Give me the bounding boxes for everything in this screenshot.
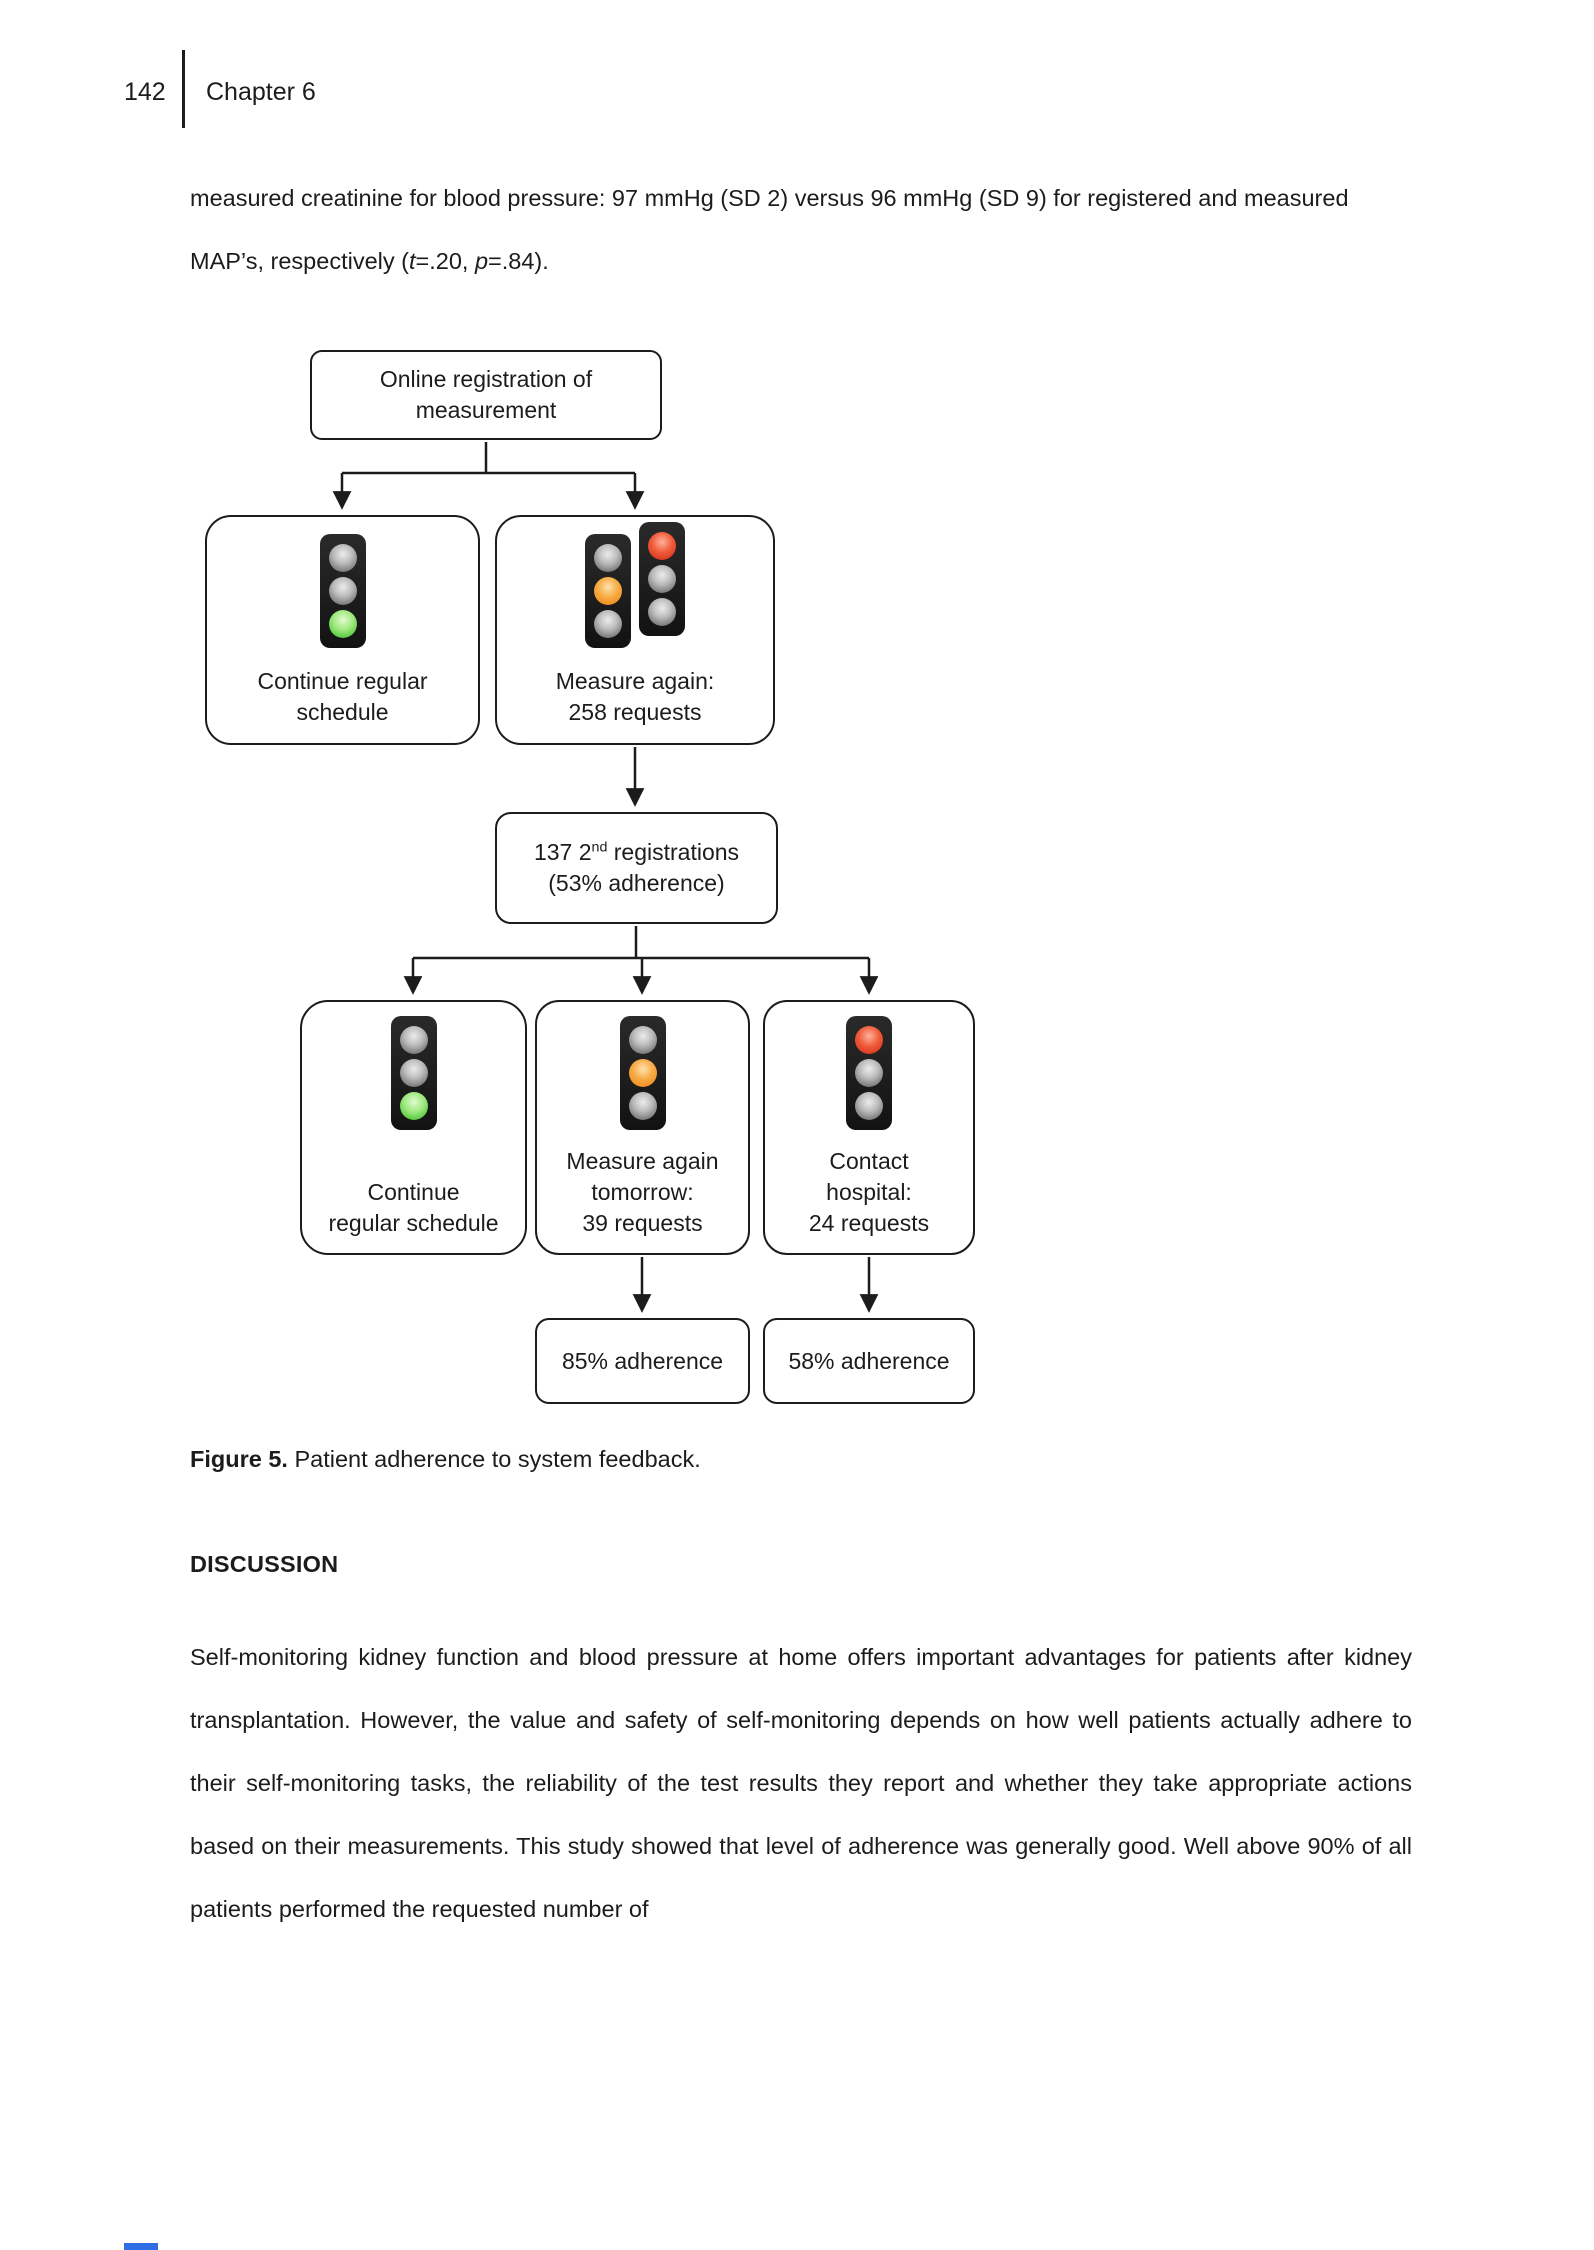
- bulb-red-off: [629, 1026, 657, 1054]
- figure-caption-text: Patient adherence to system feedback.: [287, 1446, 701, 1472]
- measure-again-line2: 258 requests: [568, 699, 702, 725]
- traffic-light-orange-icon: [585, 534, 631, 648]
- measure2-line2: tomorrow:: [591, 1179, 694, 1205]
- traffic-lights-pair: [585, 534, 685, 648]
- stat-p-symbol: p: [474, 248, 489, 274]
- bulb-orange-lit: [594, 577, 622, 605]
- bulb-orange-off: [648, 565, 676, 593]
- bulb-red-lit: [648, 532, 676, 560]
- traffic-light-green-icon: [320, 534, 366, 648]
- bulb-red-lit: [855, 1026, 883, 1054]
- node-measure-again-1: [495, 515, 775, 745]
- node-continue-regular-1-label: Continue regular schedule: [257, 668, 428, 725]
- node-85-adherence: [535, 1318, 750, 1404]
- continue2-line1: Continue: [367, 1179, 460, 1205]
- intro-paragraph: [190, 167, 1412, 293]
- bulb-orange-off: [329, 577, 357, 605]
- traffic-light-orange-icon: [620, 1016, 666, 1130]
- node-continue-regular-2: [300, 1000, 527, 1255]
- node-online-registration: [310, 350, 662, 440]
- node-85-adherence-label: 85% adherence: [561, 1347, 724, 1374]
- measure2-line3: 39 requests: [582, 1210, 703, 1236]
- contact-line2: hospital:: [826, 1179, 912, 1205]
- contact-line3: 24 requests: [808, 1210, 930, 1236]
- registrations-line1: [534, 837, 739, 868]
- bulb-green-lit: [400, 1092, 428, 1120]
- bulb-red-off: [329, 544, 357, 572]
- node-measure-again-tomorrow: [535, 1000, 750, 1255]
- traffic-light-red-icon: [846, 1016, 892, 1130]
- bulb-green-off: [594, 610, 622, 638]
- intro-text-1: measured creatinine for blood pressure: 97 mmHg (SD 2) versus 96 mmHg (SD 9) for registered and measured MAP’s, respectively (: [190, 185, 1349, 274]
- node-online-registration-label: Online registration of measurement: [379, 366, 593, 423]
- registrations-ordinal-suffix: nd: [591, 839, 608, 856]
- bulb-green-off: [855, 1092, 883, 1120]
- node-second-registrations: [495, 812, 778, 924]
- contact-line1: Contact: [829, 1148, 909, 1174]
- continue2-line2: regular schedule: [328, 1210, 499, 1236]
- registrations-word: registrations: [607, 839, 740, 865]
- bulb-orange-off: [400, 1059, 428, 1087]
- header-divider: [182, 50, 185, 128]
- figure-caption-label: Figure 5.: [190, 1446, 288, 1472]
- discussion-heading: DISCUSSION: [190, 1551, 339, 1577]
- stat-t-symbol: t: [408, 248, 416, 274]
- bulb-green-off: [629, 1092, 657, 1120]
- node-measure-again-tomorrow-label: [566, 1146, 718, 1239]
- discussion-paragraph: Self-monitoring kidney function and blood pressure at home offers important advantages for patients after kidney transplantation. However, the value and safety of self-monitoring depends on how well patients actually adhere to their self-monitoring tasks, the reliability of the test results they report and whether they take appropriate actions based on their measurements. This study showed that level of adherence was generally good. Well above 90% of all patients performed the requested number of: [190, 1644, 1412, 1922]
- intro-text-3: =.84).: [488, 248, 549, 274]
- node-58-adherence-label: 58% adherence: [788, 1347, 950, 1374]
- measure2-line1: Measure again: [566, 1148, 719, 1174]
- chapter-label: Chapter 6: [206, 78, 316, 106]
- registrations-count: 137 2: [533, 839, 592, 865]
- bulb-red-off: [594, 544, 622, 572]
- node-contact-hospital: [763, 1000, 975, 1255]
- node-58-adherence: [763, 1318, 975, 1404]
- node-continue-regular-1: [205, 515, 480, 745]
- figure-5-flowchart: [190, 350, 990, 1430]
- bulb-orange-off: [855, 1059, 883, 1087]
- traffic-light-green-icon: [391, 1016, 437, 1130]
- registrations-line2: (53% adherence): [548, 870, 725, 896]
- bulb-green-lit: [329, 610, 357, 638]
- intro-text-2: =.20,: [415, 248, 475, 274]
- node-contact-hospital-label: [809, 1146, 929, 1239]
- measure-again-line1: Measure again:: [555, 668, 715, 694]
- bulb-orange-lit: [629, 1059, 657, 1087]
- traffic-light-red-icon: [639, 522, 685, 636]
- figure-caption: [190, 1446, 701, 1473]
- node-measure-again-1-label: [556, 666, 715, 728]
- bulb-green-off: [648, 598, 676, 626]
- page-number: 142: [124, 78, 166, 106]
- node-continue-regular-2-label: [328, 1177, 498, 1239]
- bulb-red-off: [400, 1026, 428, 1054]
- page-bottom-mark: [124, 2243, 158, 2250]
